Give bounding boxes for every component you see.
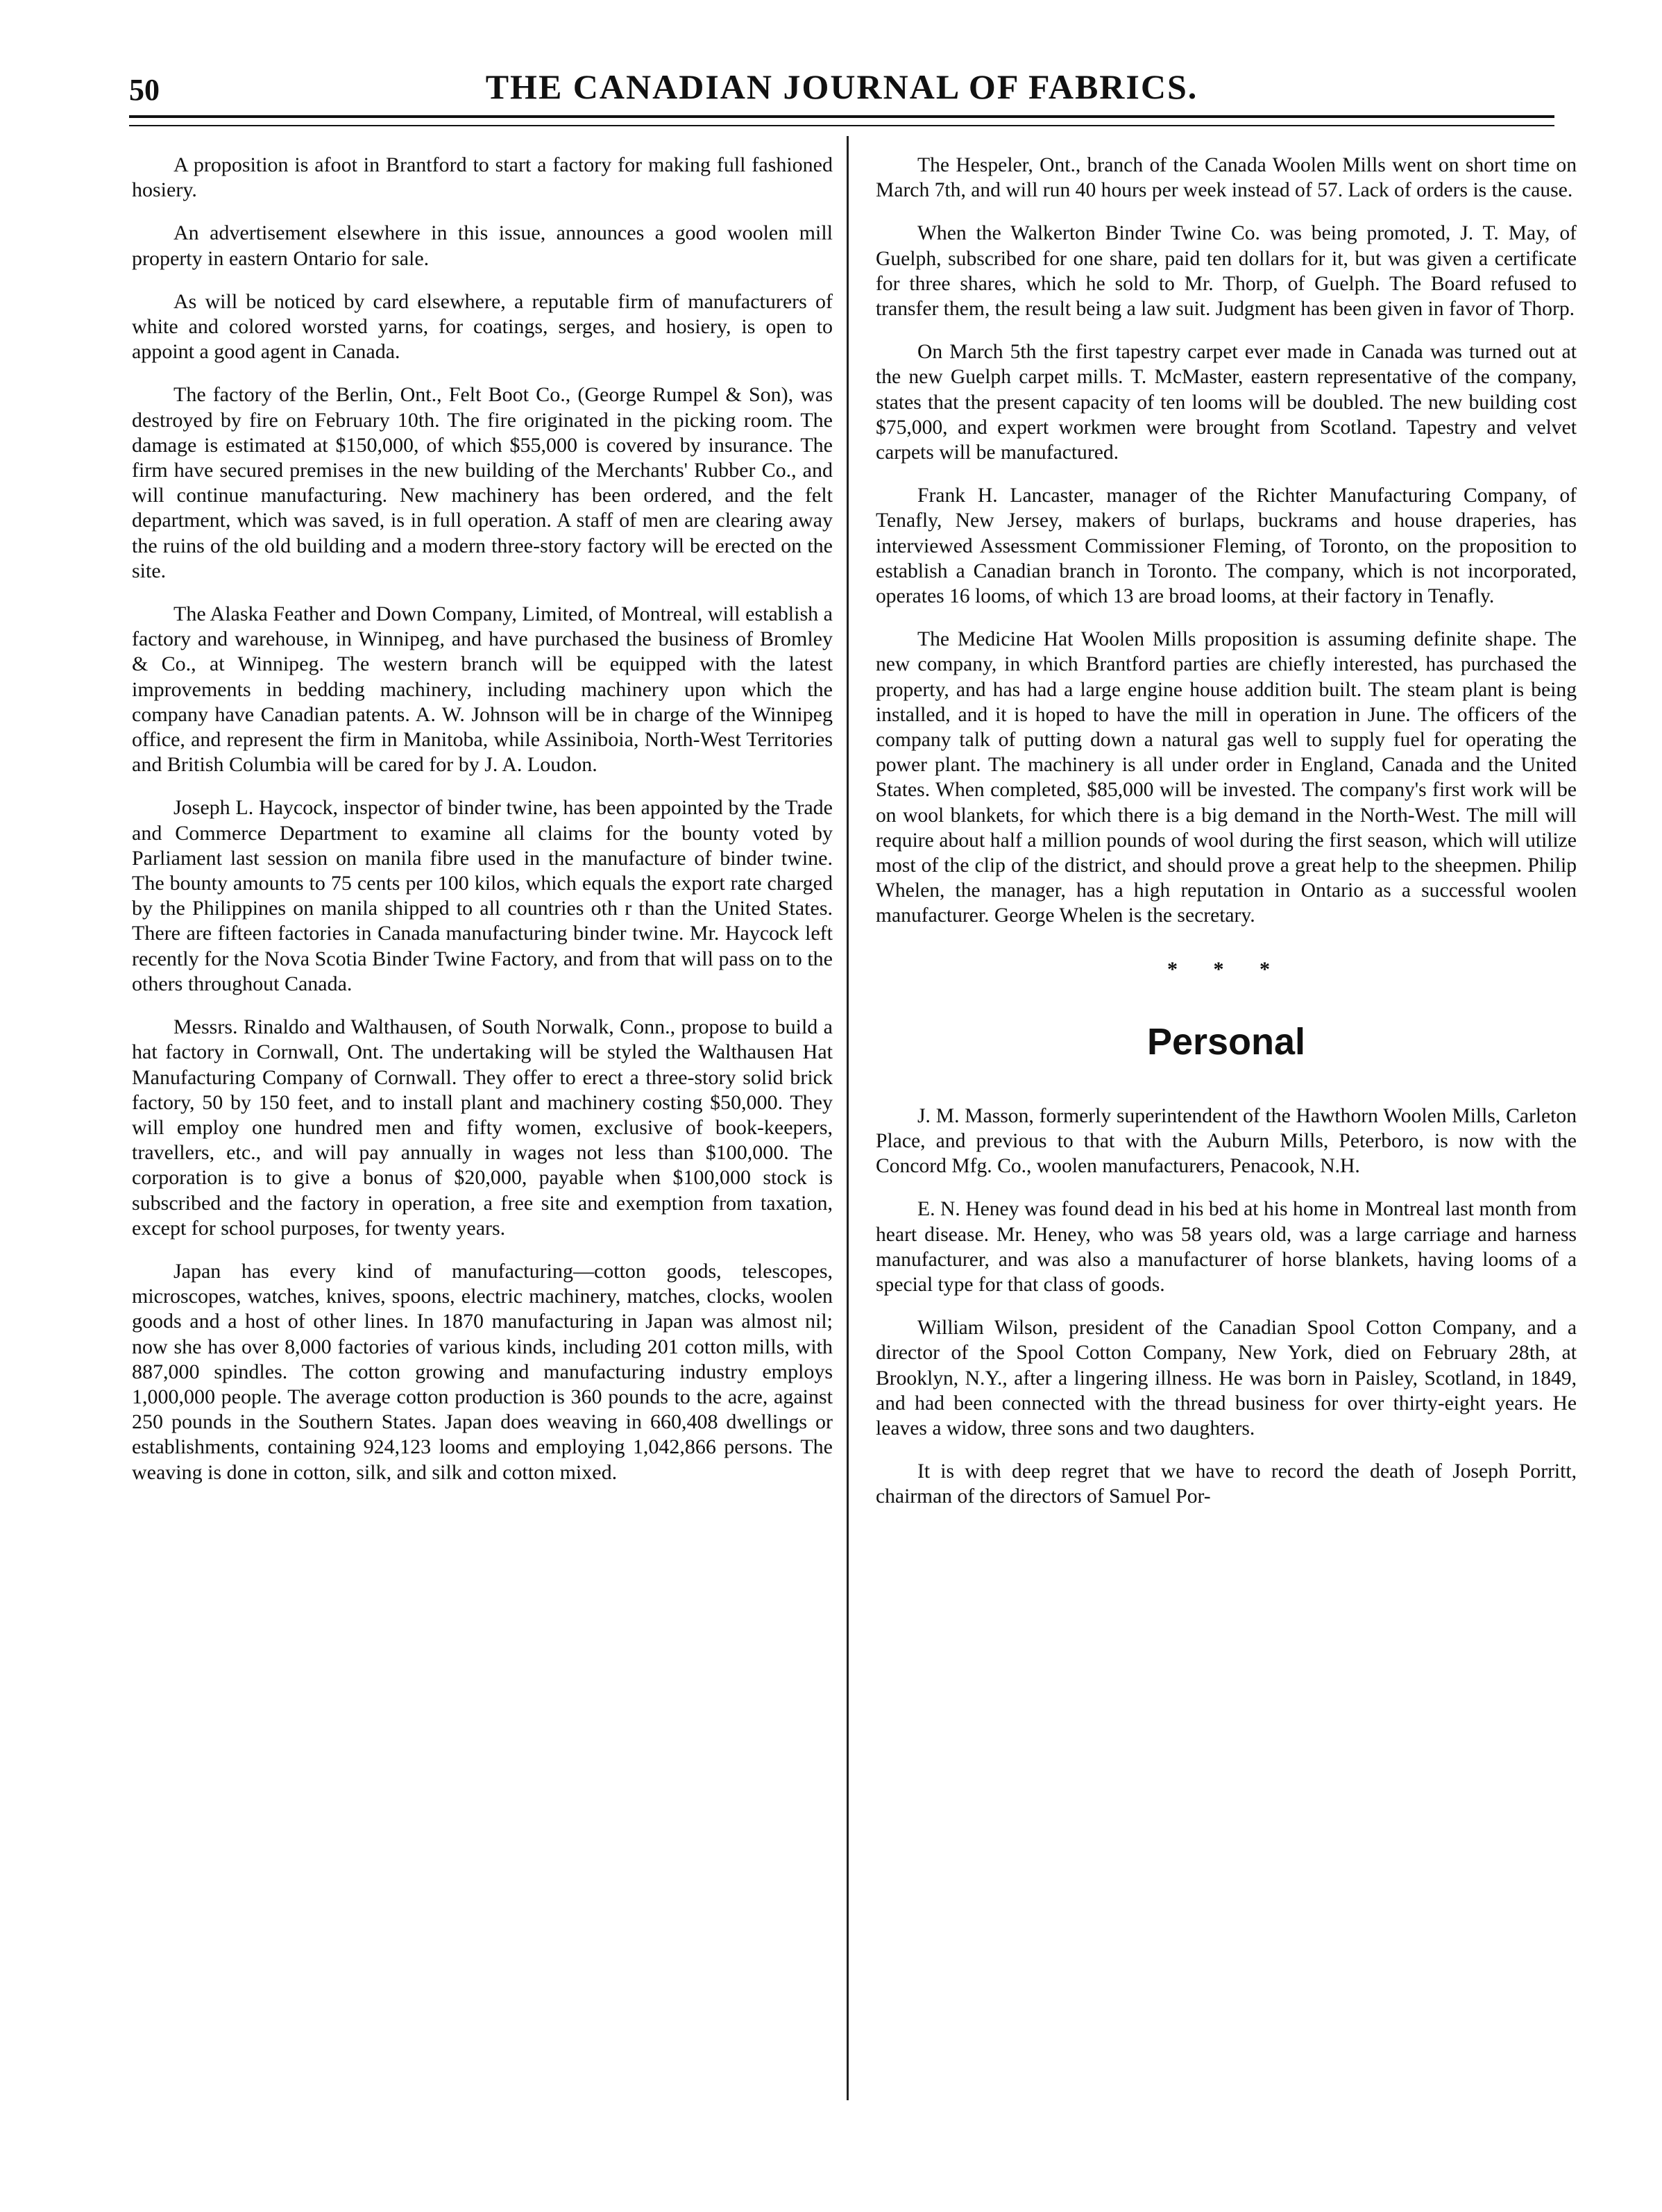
article-alaska-feather: The Alaska Feather and Down Company, Limited, of Montreal, will establish a factory and warehouse, in Winnipeg, and have purchased the business of Bromley & Co., at Winnipeg. The western branch will be equipped with the latest improvements in bedding machinery, including machinery upon which the company have Canadian patents. A. W. Johnson will be in charge of the Winnipeg office, and represent the firm in Manitoba, while Assiniboia, North-West Territories and British Columbia will be cared for by J. A. Loudon. — [132, 602, 833, 777]
header-rule-thick — [129, 115, 1554, 118]
article-richter-company: Frank H. Lancaster, manager of the Richter Manufacturing Company, of Tenafly, New Jersey, makers of burlaps, buckrams and house draperies, has interviewed Assessment Commissioner Fleming, of Toronto, on the proposition to establish a Canadian branch in Toronto. The company, which is not incorporated, operates 16 looms, of which 13 are broad looms, at their factory in Tenafly. — [876, 484, 1577, 608]
journal-title: THE CANADIAN JOURNAL OF FABRICS. — [485, 67, 1198, 106]
article-hat-factory: Messrs. Rinaldo and Walthausen, of South Norwalk, Conn., propose to build a hat factory in Cornwall, Ont. The undertaking will be styled the Walthausen Hat Manufacturing Company of Cornwall. They offer to erect a three-story solid brick factory, 50 by 150 feet, and to install plant and machinery costing $50,000. They will employ one hundred men and fifty women, exclusive of book-keepers, travellers, etc., and will pay annually in wages not less than $100,000. The corporation is to give a bonus of $20,000, payable when $100,000 stock is subscribed and the factory in operation, a free site and exemption from taxation, except for school purposes, for twenty years. — [132, 1015, 833, 1240]
article-woolen-mill-sale: An advertisement elsewhere in this issue, announces a good woolen mill property in eastern Ontario for sale. — [132, 221, 833, 270]
personal-wilson: William Wilson, president of the Canadian Spool Cotton Company, and a director of the Spool Cotton Company, New York, died on February 28th, at Brooklyn, N.Y., after a lingering illness. He was born in Paisley, Scotland, in 1849, and had been connected with the thread business for over thirty-eight years. He leaves a widow, three sons and two daughters. — [876, 1317, 1577, 1440]
left-column — [132, 153, 833, 1503]
page-number: 50 — [129, 73, 160, 107]
page-header — [129, 67, 1554, 122]
section-heading-personal: Personal — [1146, 1020, 1306, 1063]
personal-heney: E. N. Heney was found dead in his bed at his home in Montreal last month from heart disease. Mr. Heney, who was 58 years old, was a large carriage and harness manufacturer, and was also a manufacturer of horse blankets, having looms of a special type for that class of goods. — [876, 1198, 1577, 1296]
personal-porritt: It is with deep regret that we have to record the death of Joseph Porritt, chairman of the directors of Samuel Por- — [876, 1460, 1577, 1508]
article-binder-twine-inspector: Joseph L. Haycock, inspector of binder twine, has been appointed by the Trade and Commerce Department to examine all claims for the bounty voted by Parliament last session on manila fibre used in the manufacture of binder twine. The bounty amounts to 75 cents per 100 kilos, which equals the export rate charged by the Philippines on manila shipped to all countries oth r than the United States. There are fifteen factories in Canada manufacturing binder twine. Mr. Haycock left recently for the Nova Scotia Binder Twine Factory, and from that will pass on to the others throughout Canada. — [132, 796, 833, 995]
personal-masson: J. M. Masson, formerly superintendent of the Hawthorn Woolen Mills, Carleton Place, and previous to that with the Auburn Mills, Peterboro, is now with the Concord Mfg. Co., woolen manufacturers, Penacook, N.H. — [876, 1104, 1577, 1178]
column-divider — [847, 136, 849, 2100]
article-walkerton-twine: When the Walkerton Binder Twine Co. was being promoted, J. T. May, of Guelph, subscribed for one share, paid ten dollars for it, but was given a certificate for three shares, which he sold to Mr. Thorp, of Guelph. The Board refused to transfer them, the result being a law suit. Judgment has been given in favor of Thorp. — [876, 222, 1577, 321]
article-worsted-yarns-agent: As will be noticed by card elsewhere, a reputable firm of manufacturers of white and colored worsted yarns, for coatings, serges, and hosiery, is open to appoint a good agent in Canada. — [132, 289, 833, 364]
article-medicine-hat-mills: The Medicine Hat Woolen Mills proposition is assuming definite shape. The new company, in which Brantford parties are chiefly interested, has purchased the property, and has had a large engine house addition built. The steam plant is being installed, and it is hoped to have the mill in operation in June. The officers of the company talk of putting down a natural gas well to supply fuel for operating the power plant. The machinery is all under order in England, Canada and the United States. When completed, $85,000 will be invested. The company's first work will be on wool blankets, for which there is a big demand in the North-West. The mill will require about half a million pounds of wool during the first season, which will utilize most of the clip of the district, and should prove a great help to the sheepmen. Philip Whelen, the manager, has a high reputation in Ontario as a successful woolen manufacturer. George Whelen is the secretary. — [876, 628, 1577, 927]
article-japan-manufacturing: Japan has every kind of manufacturing—cotton goods, telescopes, microscopes, watches, knives, spoons, electric machinery, matches, clocks, woolen goods and a host of other lines. In 1870 manufacturing in Japan was almost nil; now she has over 8,000 factories of various kinds, including 201 cotton mills, with 887,000 spindles. The cotton growing and manufacturing industry employs 1,000,000 people. The average cotton production is 360 pounds to the acre, against 250 pounds in the Southern States. Japan does weaving in 660,408 dwellings or establishments, containing 924,123 looms and employing 1,042,866 persons. The weaving is done in cotton, silk, and silk and cotton mixed. — [132, 1259, 833, 1484]
header-rule-thin — [129, 125, 1554, 126]
section-separator: * * * — [1167, 957, 1285, 981]
right-column — [876, 153, 1577, 1528]
article-hosiery-factory: A proposition is afoot in Brantford to start a factory for making full fashioned hosiery. — [132, 153, 833, 202]
article-felt-boot-fire: The factory of the Berlin, Ont., Felt Boot Co., (George Rumpel & Son), was destroyed by fire on February 10th. The fire originated in the picking room. The damage is estimated at $150,000, of which $55,000 is covered by insurance. The firm have secured premises in the new building of the Merchants' Rubber Co., and will continue manufacturing. New machinery has been ordered, and the felt department, which was saved, is in full operation. A staff of men are clearing away the ruins of the old building and a modern three-story factory will be erected on the site. — [132, 383, 833, 582]
article-hespeler-mills: The Hespeler, Ont., branch of the Canada Woolen Mills went on short time on March 7th, and will run 40 hours per week instead of 57. Lack of orders is the cause. — [876, 154, 1577, 202]
article-tapestry-carpet: On March 5th the first tapestry carpet ever made in Canada was turned out at the new Guelph carpet mills. T. McMaster, eastern representative of the company, states that the present capacity of ten looms will be doubled. The new building cost $75,000, and expert workmen were brought from Scotland. Tapestry and velvet carpets will be manufactured. — [876, 341, 1577, 464]
